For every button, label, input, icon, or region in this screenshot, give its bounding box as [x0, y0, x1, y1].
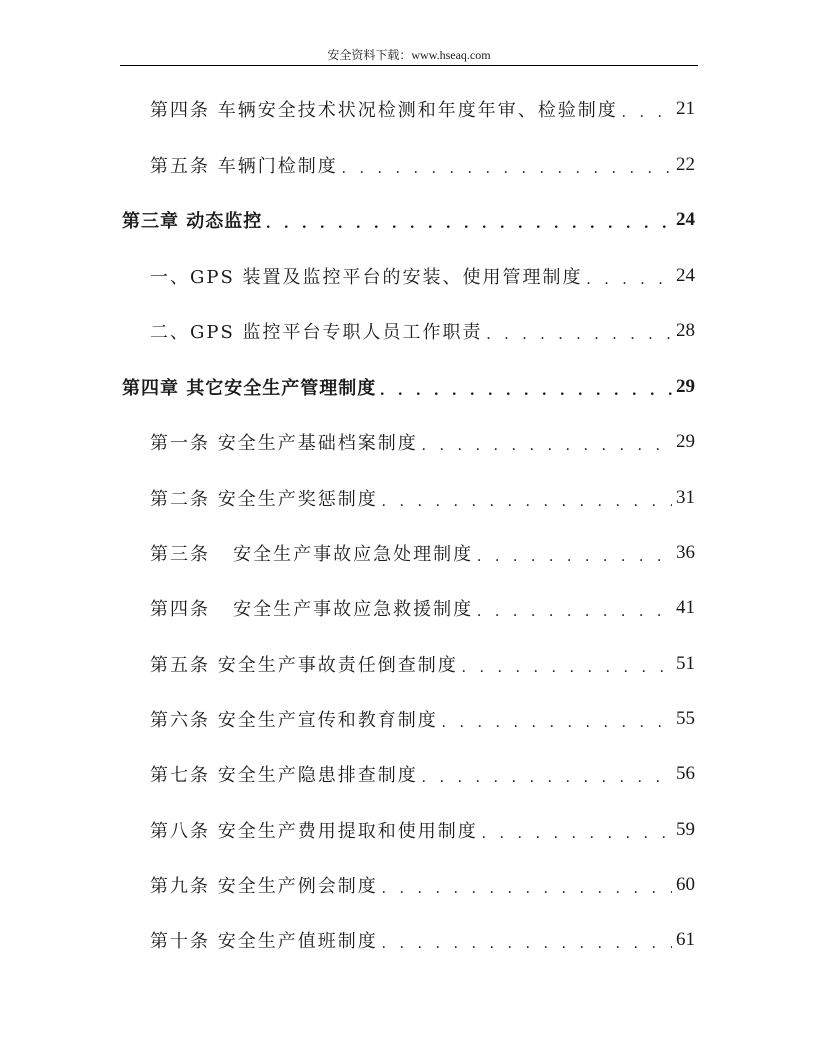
toc-entry[interactable] [150, 95, 695, 123]
toc-chapter-entry[interactable] [122, 206, 695, 234]
toc-entry[interactable] [150, 151, 695, 179]
toc-entry[interactable] [150, 594, 695, 622]
toc-entry[interactable] [150, 539, 695, 567]
toc-entry-page: 28 [676, 320, 695, 341]
toc-entry-title: 第一条 安全生产基础档案制度 [150, 433, 418, 454]
toc-entry-page: 29 [676, 376, 695, 397]
toc-leader-dots [382, 935, 672, 953]
toc-entry-page: 55 [676, 708, 695, 729]
toc-leader-dots [477, 548, 672, 566]
toc-leader-dots [380, 382, 672, 400]
toc-entry-page: 60 [676, 874, 695, 895]
toc-entry-page: 36 [676, 542, 695, 563]
toc-entry-page: 59 [676, 819, 695, 840]
toc-entry[interactable] [150, 262, 695, 290]
toc-leader-dots [422, 437, 672, 455]
toc-leader-dots [587, 271, 672, 289]
toc-entry-page: 41 [676, 597, 695, 618]
toc-leader-dots [487, 326, 672, 344]
toc-entry-title: 第二条 安全生产奖惩制度 [150, 489, 378, 510]
toc-entry-page: 24 [676, 265, 695, 286]
toc-entry-title: 第三章 动态监控 [122, 211, 263, 232]
toc-entry[interactable] [150, 705, 695, 733]
toc-entry-title: 第六条 安全生产宣传和教育制度 [150, 710, 438, 731]
toc-entry[interactable] [150, 926, 695, 954]
page-header: 安全资料下载：www.hseaq.com [327, 48, 491, 62]
toc-leader-dots [342, 160, 672, 178]
toc-entry[interactable] [150, 650, 695, 678]
toc-entry-title: 第四章 其它安全生产管理制度 [122, 378, 377, 399]
toc-entry[interactable] [150, 428, 695, 456]
toc-leader-dots [622, 104, 672, 122]
toc-entry-page: 61 [676, 929, 695, 950]
toc-leader-dots [382, 880, 672, 898]
toc-entry-title: 二、GPS 监控平台专职人员工作职责 [150, 322, 483, 343]
toc-entry-title: 第四条 车辆安全技术状况检测和年度年审、检验制度 [150, 100, 618, 121]
toc-entry-title: 第九条 安全生产例会制度 [150, 876, 378, 897]
toc-entry-title: 第五条 安全生产事故责任倒查制度 [150, 655, 458, 676]
toc-leader-dots [266, 215, 672, 233]
toc-entry[interactable] [150, 760, 695, 788]
toc-leader-dots [382, 493, 672, 511]
toc-leader-dots [477, 603, 672, 621]
toc-entry-page: 31 [676, 487, 695, 508]
toc-entry[interactable] [150, 317, 695, 345]
toc-entry-title: 第五条 车辆门检制度 [150, 156, 338, 177]
toc-entry[interactable] [150, 484, 695, 512]
toc-entry-page: 56 [676, 763, 695, 784]
toc-entry-page: 51 [676, 653, 695, 674]
toc-entry-title: 第八条 安全生产费用提取和使用制度 [150, 821, 478, 842]
toc-entry-title: 第三条 安全生产事故应急处理制度 [150, 544, 474, 565]
toc-entry-page: 21 [676, 98, 695, 119]
toc-leader-dots [442, 714, 672, 732]
toc-chapter-entry[interactable] [122, 373, 695, 401]
toc-entry[interactable] [150, 871, 695, 899]
toc-entry-title: 第十条 安全生产值班制度 [150, 931, 378, 952]
toc-entry[interactable] [150, 816, 695, 844]
toc-leader-dots [482, 825, 672, 843]
toc-entry-page: 24 [676, 209, 695, 230]
toc-leader-dots [422, 769, 672, 787]
toc-entry-title: 第七条 安全生产隐患排查制度 [150, 765, 418, 786]
toc-entry-title: 一、GPS 装置及监控平台的安装、使用管理制度 [150, 267, 583, 288]
toc-entry-title: 第四条 安全生产事故应急救援制度 [150, 599, 474, 620]
toc-entry-page: 22 [676, 154, 695, 175]
toc-entry-page: 29 [676, 431, 695, 452]
toc-leader-dots [462, 659, 672, 677]
